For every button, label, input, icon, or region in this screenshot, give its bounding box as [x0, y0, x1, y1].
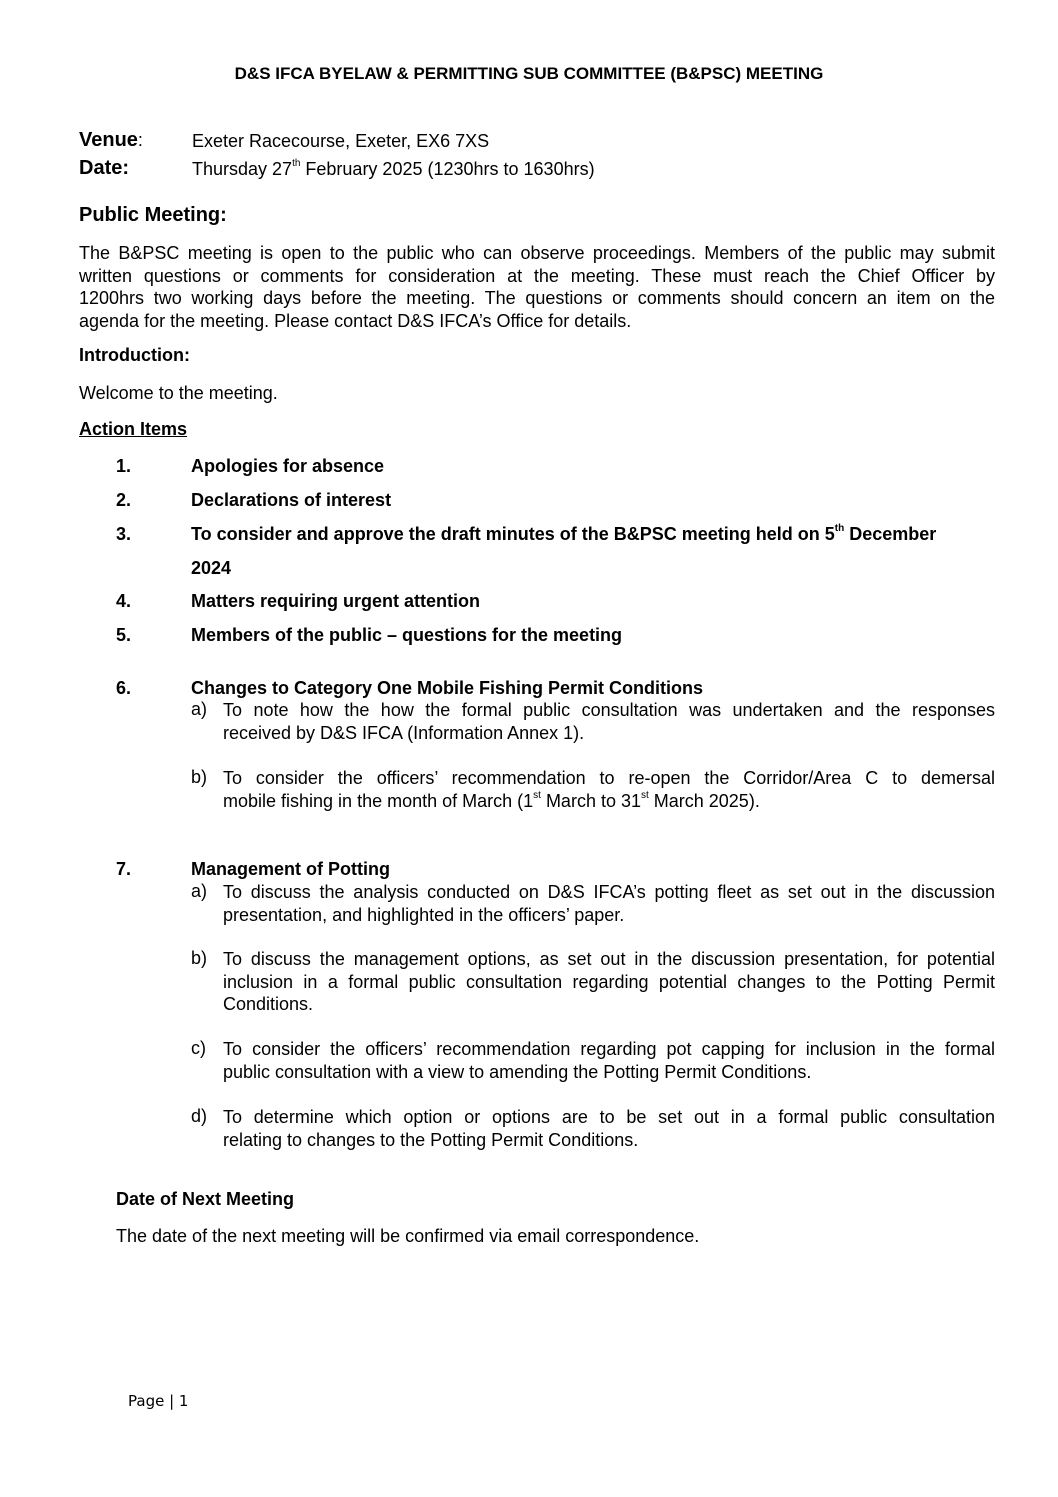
item-6a-letter: a): [191, 699, 208, 719]
item-3-text: To consider and approve the draft minutes of the B&PSC meeting held on 5th December: [191, 523, 937, 544]
item-1-text: Apologies for absence: [191, 456, 385, 476]
document-title: D&S IFCA BYELAW & PERMITTING SUB COMMITTEE (B&PSC) MEETING: [234, 64, 824, 83]
action-items-heading: Action Items: [79, 419, 188, 439]
item-4-text: Matters requiring urgent attention: [191, 591, 481, 611]
item-7a-text: To discuss the analysis conducted on D&S IFCA’s potting fleet as set out in the discussion presentation, and highlighted in the officers’ paper.: [223, 882, 995, 925]
item-7a-letter: a): [191, 881, 208, 901]
item-7d-letter: d): [191, 1106, 208, 1126]
item-5-number: 5.: [116, 625, 132, 645]
item-1-number: 1.: [116, 456, 132, 476]
date-label: Date:: [79, 157, 130, 179]
venue-value: Exeter Racecourse, Exeter, EX6 7XS: [192, 131, 490, 151]
item-7d-text: To determine which option or options are to be set out in a formal public consultation relating to changes to the Potting Permit Conditions.: [223, 1107, 995, 1150]
item-7c-letter: c): [191, 1038, 206, 1058]
item-6b-text: To consider the officers’ recommendation to re-open the Corridor/Area C to demersal mobile fishing in the month of March (1st March to 31st March 2025).: [223, 768, 995, 811]
item-6-text: Changes to Category One Mobile Fishing Permit Conditions: [191, 678, 704, 698]
item-7c-text: To consider the officers’ recommendation regarding pot capping for inclusion in the formal public consultation with a view to amending the Potting Permit Conditions.: [223, 1039, 995, 1082]
item-2-number: 2.: [116, 490, 132, 510]
item-7b-text: To discuss the management options, as set out in the discussion presentation, for potential inclusion in a formal public consultation regarding potential changes to the Potting Permit Conditions.: [223, 949, 995, 1014]
item-3-text-continued: 2024: [191, 558, 232, 578]
item-5-text: Members of the public – questions for the meeting: [191, 625, 623, 645]
item-6-number: 6.: [116, 678, 132, 698]
date-value: Thursday 27th February 2025 (1230hrs to 1630hrs): [192, 158, 595, 179]
introduction-text: Welcome to the meeting.: [79, 383, 278, 403]
item-4-number: 4.: [116, 591, 132, 611]
item-3-number: 3.: [116, 524, 132, 544]
public-meeting-text: The B&PSC meeting is open to the public who can observe proceedings. Members of the public may submit written questions or comments for consideration at the meeting. These must reach the Chief Officer by 1200hrs two working days before the meeting. The questions or comments should concern an item on the agenda for the meeting. Please contact D&S IFCA’s Office for details.: [79, 243, 995, 331]
item-7-text: Management of Potting: [191, 859, 390, 879]
item-7-number: 7.: [116, 859, 132, 879]
next-meeting-heading: Date of Next Meeting: [116, 1189, 295, 1209]
item-6b-letter: b): [191, 767, 208, 787]
introduction-heading: Introduction:: [79, 345, 190, 365]
next-meeting-text: The date of the next meeting will be confirmed via email correspondence.: [116, 1226, 700, 1246]
public-meeting-heading: Public Meeting:: [79, 204, 227, 226]
venue-label: Venue:: [79, 129, 143, 151]
item-2-text: Declarations of interest: [191, 490, 392, 510]
item-7b-letter: b): [191, 948, 208, 968]
item-6a-text: To note how the how the formal public consultation was undertaken and the responses received by D&S IFCA (Information Annex 1).: [223, 700, 995, 743]
page-number: Page | 1: [128, 1392, 189, 1410]
